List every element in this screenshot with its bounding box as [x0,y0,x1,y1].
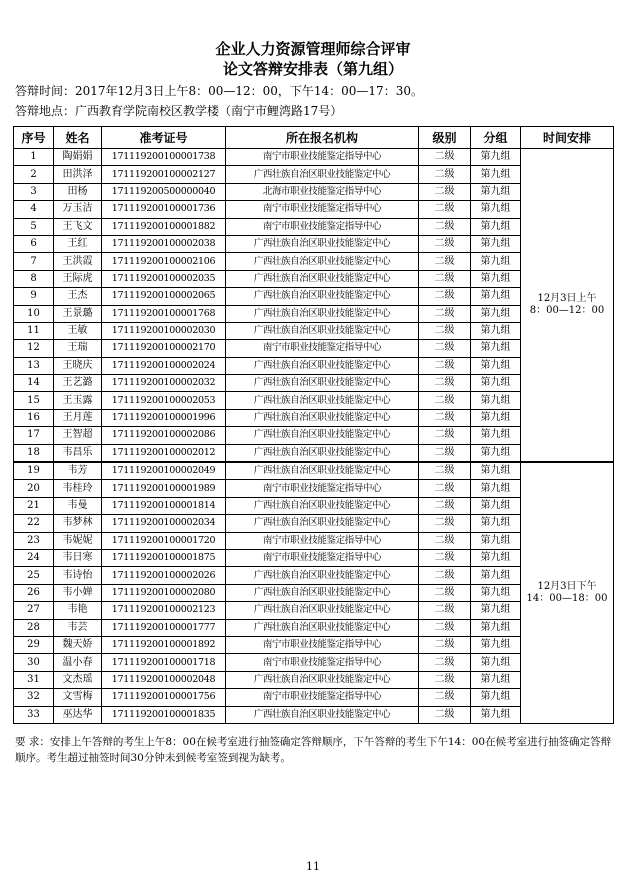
cell-seq: 17 [14,427,54,444]
cell-group: 第九组 [471,218,521,235]
cell-cert-no: 171119200100001777 [102,619,226,636]
cell-name: 王景璐 [54,305,102,322]
cell-name: 文雪梅 [54,689,102,706]
cell-cert-no: 171119200100002106 [102,253,226,270]
cell-group: 第九组 [471,322,521,339]
cell-cert-no: 171119200100002053 [102,392,226,409]
cell-seq: 10 [14,305,54,322]
cell-seq: 25 [14,567,54,584]
cell-group: 第九组 [471,636,521,653]
cell-group: 第九组 [471,270,521,287]
cell-cert-no: 171119200100002065 [102,288,226,305]
cell-org: 南宁市职业技能鉴定指导中心 [226,340,419,357]
cell-level: 二级 [419,340,471,357]
cell-level: 二级 [419,584,471,601]
cell-cert-no: 171119200100002048 [102,671,226,688]
cell-name: 田杨 [54,183,102,200]
cell-cert-no: 171119200100001882 [102,218,226,235]
cell-group: 第九组 [471,357,521,374]
time-arrangement-cell [521,149,614,463]
cell-cert-no: 171119200100002080 [102,584,226,601]
header-level: 级别 [419,127,471,149]
cell-org: 广西壮族自治区职业技能鉴定中心 [226,166,419,183]
cell-name: 魏天娇 [54,636,102,653]
cell-group: 第九组 [471,671,521,688]
cell-level: 二级 [419,654,471,671]
cell-cert-no: 171119200100001996 [102,409,226,426]
time-range-line: 14：00—18：00 [526,592,608,604]
cell-group: 第九组 [471,253,521,270]
cell-seq: 8 [14,270,54,287]
cell-cert-no: 171119200100001720 [102,532,226,549]
cell-level: 二级 [419,602,471,619]
cell-name: 韦昌乐 [54,444,102,462]
cell-seq: 7 [14,253,54,270]
cell-cert-no: 171119200100002026 [102,567,226,584]
cell-org: 广西壮族自治区职业技能鉴定中心 [226,270,419,287]
cell-org: 广西壮族自治区职业技能鉴定中心 [226,357,419,374]
cell-level: 二级 [419,270,471,287]
cell-level: 二级 [419,218,471,235]
cell-seq: 3 [14,183,54,200]
header-org: 所在报名机构 [226,127,419,149]
cell-name: 韦曼 [54,497,102,514]
cell-group: 第九组 [471,201,521,218]
document-title: 企业人力资源管理师综合评审 [215,40,411,58]
cell-group: 第九组 [471,480,521,497]
table-row [14,462,614,480]
cell-org: 广西壮族自治区职业技能鉴定中心 [226,235,419,252]
cell-level: 二级 [419,671,471,688]
cell-level: 二级 [419,567,471,584]
cell-cert-no: 171119200100002032 [102,375,226,392]
cell-level: 二级 [419,444,471,462]
table-row [14,149,614,166]
cell-cert-no: 171119200500000040 [102,183,226,200]
cell-seq: 19 [14,462,54,480]
cell-seq: 21 [14,497,54,514]
cell-group: 第九组 [471,602,521,619]
cell-level: 二级 [419,706,471,723]
cell-group: 第九组 [471,305,521,322]
cell-seq: 26 [14,584,54,601]
cell-name: 王瑞 [54,340,102,357]
cell-org: 广西壮族自治区职业技能鉴定中心 [226,288,419,305]
cell-name: 王红 [54,235,102,252]
requirements-note: 要 求：安排上午答辩的考生上午8：00在候考室进行抽签确定答辩顺序，下午答辩的考生下午14：00在候考室进行抽签确定答辩顺序。考生超过抽签时间30分钟未到候考室签到视为缺考。 [15,736,612,764]
cell-cert-no: 171119200100002049 [102,462,226,480]
cell-seq: 31 [14,671,54,688]
cell-group: 第九组 [471,462,521,480]
cell-org: 南宁市职业技能鉴定指导中心 [226,201,419,218]
cell-org: 南宁市职业技能鉴定指导中心 [226,480,419,497]
cell-cert-no: 171119200100002127 [102,166,226,183]
cell-seq: 11 [14,322,54,339]
cell-seq: 22 [14,515,54,532]
cell-org: 广西壮族自治区职业技能鉴定中心 [226,444,419,462]
cell-seq: 13 [14,357,54,374]
cell-cert-no: 171119200100002024 [102,357,226,374]
cell-name: 韦艳 [54,602,102,619]
cell-name: 韦日寒 [54,549,102,566]
cell-org: 广西壮族自治区职业技能鉴定中心 [226,671,419,688]
cell-group: 第九组 [471,166,521,183]
cell-level: 二级 [419,497,471,514]
cell-group: 第九组 [471,549,521,566]
cell-org: 南宁市职业技能鉴定指导中心 [226,149,419,166]
cell-level: 二级 [419,515,471,532]
cell-name: 王飞文 [54,218,102,235]
defense-time-line: 答辩时间：2017年12月3日上午8：00—12：00，下午14：00—17：30。 [15,84,423,98]
cell-level: 二级 [419,375,471,392]
cell-group: 第九组 [471,515,521,532]
cell-level: 二级 [419,636,471,653]
cell-level: 二级 [419,288,471,305]
cell-level: 二级 [419,427,471,444]
cell-group: 第九组 [471,427,521,444]
cell-level: 二级 [419,549,471,566]
cell-level: 二级 [419,409,471,426]
cell-org: 广西壮族自治区职业技能鉴定中心 [226,584,419,601]
cell-name: 温小春 [54,654,102,671]
cell-org: 广西壮族自治区职业技能鉴定中心 [226,427,419,444]
cell-seq: 15 [14,392,54,409]
cell-org: 南宁市职业技能鉴定指导中心 [226,654,419,671]
cell-name: 韦芳 [54,462,102,480]
cell-group: 第九组 [471,706,521,723]
cell-name: 巫达华 [54,706,102,723]
cell-name: 王际虎 [54,270,102,287]
cell-group: 第九组 [471,497,521,514]
cell-org: 广西壮族自治区职业技能鉴定中心 [226,706,419,723]
cell-group: 第九组 [471,235,521,252]
cell-level: 二级 [419,149,471,166]
cell-seq: 4 [14,201,54,218]
cell-cert-no: 171119200100001718 [102,654,226,671]
cell-org: 广西壮族自治区职业技能鉴定中心 [226,253,419,270]
cell-level: 二级 [419,357,471,374]
cell-name: 王玉露 [54,392,102,409]
cell-org: 广西壮族自治区职业技能鉴定中心 [226,619,419,636]
cell-level: 二级 [419,689,471,706]
cell-cert-no: 171119200100002086 [102,427,226,444]
header-time: 时间安排 [521,127,614,149]
cell-name: 万玉洁 [54,201,102,218]
cell-cert-no: 171119200100002170 [102,340,226,357]
cell-level: 二级 [419,392,471,409]
cell-group: 第九组 [471,392,521,409]
cell-seq: 18 [14,444,54,462]
cell-org: 广西壮族自治区职业技能鉴定中心 [226,602,419,619]
cell-seq: 29 [14,636,54,653]
schedule-body [14,149,614,724]
cell-name: 韦妮妮 [54,532,102,549]
header-cert-no: 准考证号 [102,127,226,149]
cell-level: 二级 [419,532,471,549]
cell-seq: 20 [14,480,54,497]
cell-name: 文杰瑶 [54,671,102,688]
cell-seq: 16 [14,409,54,426]
time-arrangement-cell [521,462,614,723]
cell-org: 广西壮族自治区职业技能鉴定中心 [226,462,419,480]
cell-name: 王杰 [54,288,102,305]
cell-cert-no: 171119200100001814 [102,497,226,514]
cell-cert-no: 171119200100002030 [102,322,226,339]
cell-cert-no: 171119200100002012 [102,444,226,462]
cell-name: 韦诗怡 [54,567,102,584]
header-group: 分组 [471,127,521,149]
cell-org: 广西壮族自治区职业技能鉴定中心 [226,322,419,339]
cell-group: 第九组 [471,689,521,706]
defense-place-line: 答辩地点：广西教育学院南校区教学楼（南宁市鲤湾路17号） [15,104,343,118]
cell-name: 韦芸 [54,619,102,636]
cell-org: 南宁市职业技能鉴定指导中心 [226,532,419,549]
cell-org: 广西壮族自治区职业技能鉴定中心 [226,375,419,392]
cell-level: 二级 [419,322,471,339]
cell-group: 第九组 [471,444,521,462]
cell-cert-no: 171119200100001892 [102,636,226,653]
time-date-line: 12月3日上午 [537,293,597,305]
cell-group: 第九组 [471,375,521,392]
cell-cert-no: 171119200100001738 [102,149,226,166]
cell-org: 广西壮族自治区职业技能鉴定中心 [226,409,419,426]
cell-level: 二级 [419,235,471,252]
cell-org: 南宁市职业技能鉴定指导中心 [226,636,419,653]
cell-cert-no: 171119200100001875 [102,549,226,566]
cell-seq: 1 [14,149,54,166]
cell-level: 二级 [419,183,471,200]
cell-seq: 30 [14,654,54,671]
cell-seq: 32 [14,689,54,706]
cell-cert-no: 171119200100001835 [102,706,226,723]
cell-cert-no: 171119200100002038 [102,235,226,252]
cell-level: 二级 [419,305,471,322]
cell-seq: 2 [14,166,54,183]
cell-group: 第九组 [471,654,521,671]
cell-group: 第九组 [471,288,521,305]
cell-seq: 5 [14,218,54,235]
cell-seq: 14 [14,375,54,392]
cell-name: 韦小婵 [54,584,102,601]
cell-seq: 33 [14,706,54,723]
cell-org: 南宁市职业技能鉴定指导中心 [226,549,419,566]
cell-level: 二级 [419,462,471,480]
cell-level: 二级 [419,166,471,183]
header-name: 姓名 [54,127,102,149]
cell-name: 王艺潞 [54,375,102,392]
cell-cert-no: 171119200100002123 [102,602,226,619]
cell-org: 北海市职业技能鉴定指导中心 [226,183,419,200]
cell-name: 王敏 [54,322,102,339]
cell-org: 南宁市职业技能鉴定指导中心 [226,218,419,235]
cell-seq: 9 [14,288,54,305]
schedule-table [13,126,614,724]
header-seq: 序号 [14,127,54,149]
cell-org: 广西壮族自治区职业技能鉴定中心 [226,392,419,409]
cell-org: 南宁市职业技能鉴定指导中心 [226,689,419,706]
cell-seq: 12 [14,340,54,357]
cell-seq: 6 [14,235,54,252]
cell-group: 第九组 [471,149,521,166]
cell-group: 第九组 [471,409,521,426]
cell-level: 二级 [419,619,471,636]
cell-group: 第九组 [471,183,521,200]
cell-level: 二级 [419,253,471,270]
cell-name: 王月莲 [54,409,102,426]
cell-cert-no: 171119200100001989 [102,480,226,497]
cell-name: 陶娟娟 [54,149,102,166]
cell-cert-no: 171119200100002034 [102,515,226,532]
cell-seq: 28 [14,619,54,636]
cell-group: 第九组 [471,340,521,357]
cell-group: 第九组 [471,532,521,549]
cell-group: 第九组 [471,619,521,636]
cell-cert-no: 171119200100001736 [102,201,226,218]
cell-name: 王洪霞 [54,253,102,270]
cell-org: 广西壮族自治区职业技能鉴定中心 [226,497,419,514]
cell-org: 广西壮族自治区职业技能鉴定中心 [226,567,419,584]
cell-cert-no: 171119200100002035 [102,270,226,287]
cell-level: 二级 [419,201,471,218]
page-number: 11 [306,860,320,873]
cell-group: 第九组 [471,567,521,584]
cell-level: 二级 [419,480,471,497]
table-header-row [14,127,614,149]
cell-name: 王晓庆 [54,357,102,374]
cell-org: 广西壮族自治区职业技能鉴定中心 [226,305,419,322]
cell-seq: 24 [14,549,54,566]
time-date-line: 12月3日下午 [537,580,597,592]
cell-name: 田洪泽 [54,166,102,183]
cell-org: 广西壮族自治区职业技能鉴定中心 [226,515,419,532]
cell-name: 韦梦林 [54,515,102,532]
cell-cert-no: 171119200100001768 [102,305,226,322]
cell-seq: 23 [14,532,54,549]
document-subtitle: 论文答辩安排表（第九组） [222,60,403,78]
cell-name: 王智超 [54,427,102,444]
cell-group: 第九组 [471,584,521,601]
cell-cert-no: 171119200100001756 [102,689,226,706]
cell-name: 韦桂玲 [54,480,102,497]
cell-seq: 27 [14,602,54,619]
time-range-line: 8：00—12：00 [529,305,605,317]
